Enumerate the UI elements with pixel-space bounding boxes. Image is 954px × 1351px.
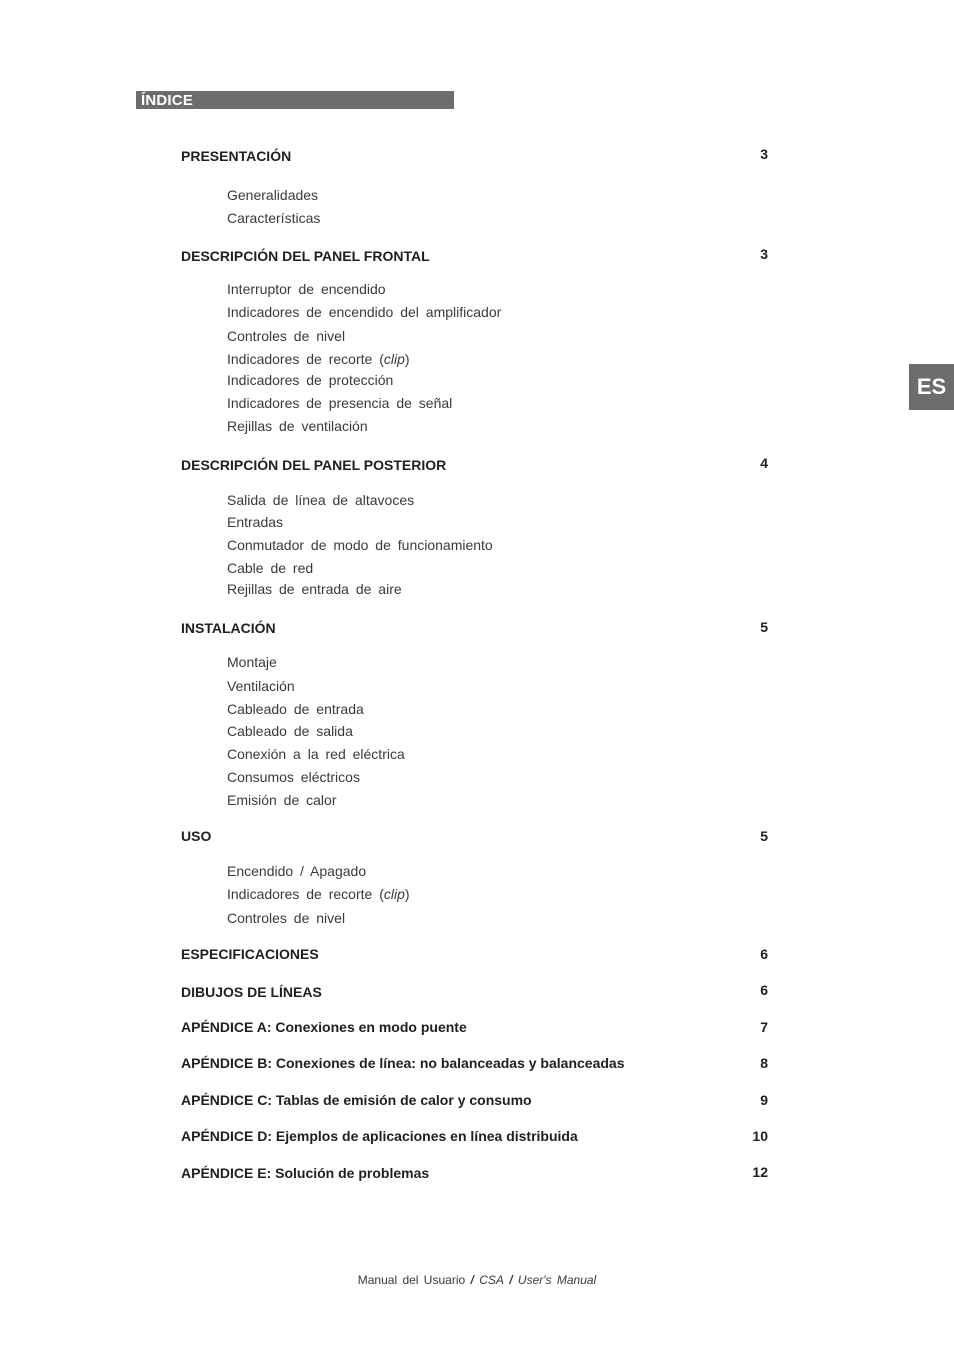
toc-subitem: Emisión de calor bbox=[227, 792, 337, 808]
toc-subitem: Características bbox=[227, 210, 321, 226]
toc-subitem: Ventilación bbox=[227, 678, 295, 694]
toc-subitem: Indicadores de presencia de señal bbox=[227, 395, 453, 411]
toc-subitem: Interruptor de encendido bbox=[227, 281, 386, 297]
toc-section-title: ESPECIFICACIONES bbox=[181, 946, 319, 962]
toc-section-page: 8 bbox=[760, 1055, 768, 1071]
clip-term: clip bbox=[383, 886, 405, 902]
toc-subitem: Indicadores de protección bbox=[227, 372, 394, 388]
toc-subitem: Controles de nivel bbox=[227, 328, 346, 344]
toc-section-page: 10 bbox=[752, 1128, 768, 1144]
footer-left: Manual del Usuario bbox=[357, 1273, 466, 1287]
index-header-bar bbox=[136, 91, 454, 109]
toc-section-title: DIBUJOS DE LÍNEAS bbox=[181, 984, 322, 1000]
toc-section-page: 3 bbox=[760, 146, 768, 162]
toc-subitem: Cable de red bbox=[227, 560, 314, 576]
toc-subitem: Controles de nivel bbox=[227, 910, 346, 926]
toc-section-page: 5 bbox=[760, 828, 768, 844]
toc-subitem: Salida de línea de altavoces bbox=[227, 492, 415, 508]
toc-section-title: DESCRIPCIÓN DEL PANEL POSTERIOR bbox=[181, 457, 447, 473]
toc-section-title: APÉNDICE B: Conexiones de línea: no balanceadas y balanceadas bbox=[181, 1055, 625, 1071]
toc-section-page: 3 bbox=[760, 246, 768, 262]
paren-close: ) bbox=[404, 351, 410, 367]
toc-subitem: Rejillas de entrada de aire bbox=[227, 581, 402, 597]
toc-section-page: 12 bbox=[752, 1164, 768, 1180]
toc-subitem bbox=[227, 351, 410, 367]
toc-section-title: APÉNDICE D: Ejemplos de aplicaciones en línea distribuida bbox=[181, 1128, 578, 1144]
toc-subitem: Montaje bbox=[227, 654, 277, 670]
toc-section-page: 6 bbox=[760, 982, 768, 998]
toc-section-title: APÉNDICE C: Tablas de emisión de calor y consumo bbox=[181, 1092, 532, 1108]
footer-model: CSA bbox=[479, 1273, 504, 1287]
toc-section-title: APÉNDICE A: Conexiones en modo puente bbox=[181, 1019, 467, 1035]
toc-subitem: Cableado de entrada bbox=[227, 701, 364, 717]
toc-section-title: PRESENTACIÓN bbox=[181, 148, 292, 164]
toc-section-title: USO bbox=[181, 828, 212, 844]
toc-subitem: Entradas bbox=[227, 514, 284, 530]
toc-section-title: APÉNDICE E: Solución de problemas bbox=[181, 1165, 430, 1181]
toc-section-page: 5 bbox=[760, 619, 768, 635]
toc-subitem: Conmutador de modo de funcionamiento bbox=[227, 537, 493, 553]
toc-subitem: Conexión a la red eléctrica bbox=[227, 746, 405, 762]
toc-subitem: Consumos eléctricos bbox=[227, 769, 360, 785]
footer-right: User's Manual bbox=[517, 1273, 597, 1287]
toc-subitem-text: Indicadores de recorte ( bbox=[227, 886, 384, 902]
toc-subitem: Indicadores de encendido del amplificador bbox=[227, 304, 502, 320]
index-title: ÍNDICE bbox=[141, 92, 194, 109]
toc-section-page: 6 bbox=[760, 946, 768, 962]
toc-section-page: 9 bbox=[760, 1092, 768, 1108]
footer-separator: / bbox=[509, 1273, 513, 1287]
toc-section-title: DESCRIPCIÓN DEL PANEL FRONTAL bbox=[181, 248, 430, 264]
toc-section-page: 7 bbox=[760, 1019, 768, 1035]
toc-subitem-text: Indicadores de recorte ( bbox=[227, 351, 384, 367]
toc-subitem: Generalidades bbox=[227, 187, 319, 203]
toc-subitem bbox=[227, 886, 410, 902]
page-footer bbox=[0, 1272, 954, 1288]
toc-section-title: INSTALACIÓN bbox=[181, 620, 276, 636]
paren-close: ) bbox=[404, 886, 410, 902]
toc-subitem: Cableado de salida bbox=[227, 723, 353, 739]
toc-subitem: Rejillas de ventilación bbox=[227, 418, 368, 434]
clip-term: clip bbox=[383, 351, 405, 367]
footer-separator: / bbox=[470, 1273, 474, 1287]
toc-subitem: Encendido / Apagado bbox=[227, 863, 367, 879]
language-tab: ES bbox=[909, 364, 954, 410]
toc-section-page: 4 bbox=[760, 455, 768, 471]
